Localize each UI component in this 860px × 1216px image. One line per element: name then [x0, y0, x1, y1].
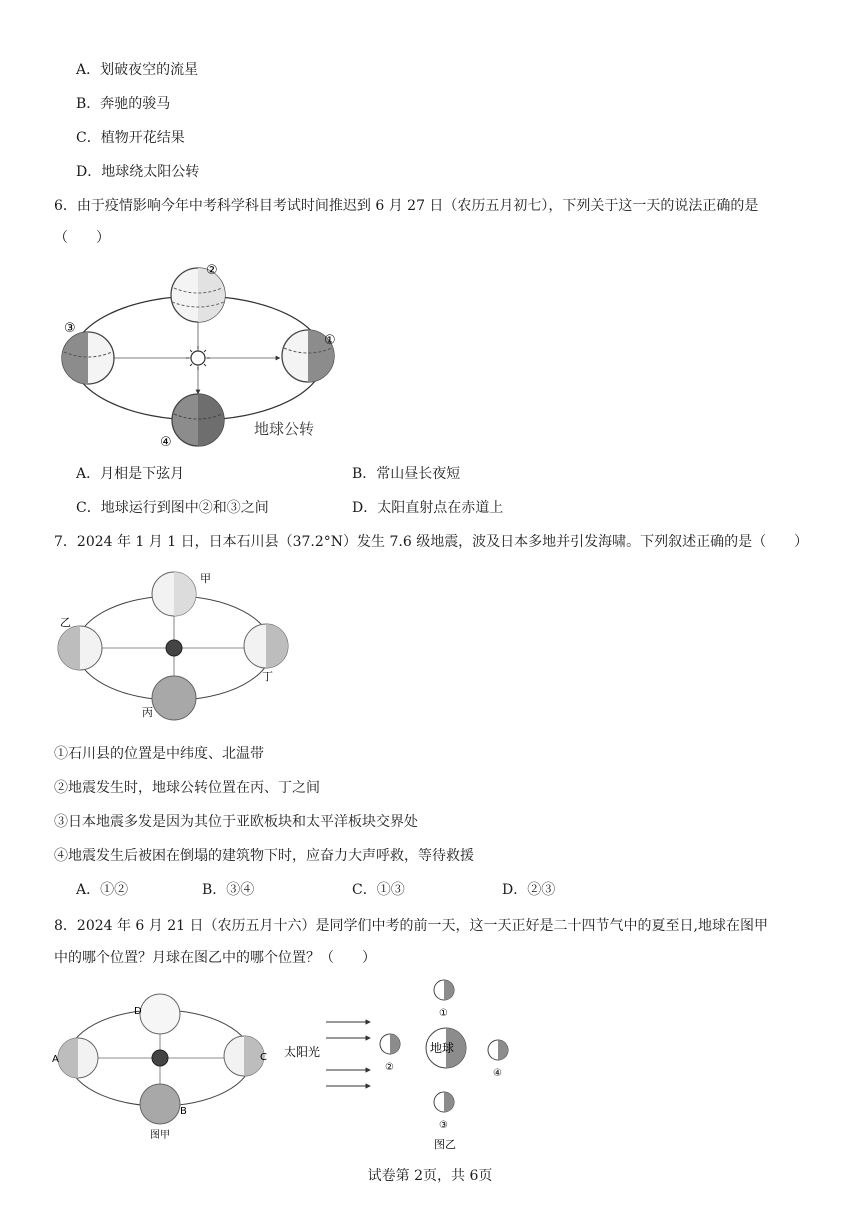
earth-b — [140, 1084, 180, 1124]
q7-statement-1: ①石川县的位置是中纬度、北温带 — [54, 746, 264, 762]
label-a: A — [52, 1054, 59, 1065]
q7-option-b: B．③④ — [202, 882, 255, 898]
label-c: C — [260, 1052, 267, 1063]
q7-orbit-figure — [56, 566, 296, 722]
q6-option-b: B．常山昼长夜短 — [352, 466, 461, 482]
sunlight-arrows — [326, 1022, 370, 1086]
fig-jia-caption: 图甲 — [150, 1130, 170, 1141]
q8-fig-jia — [50, 990, 280, 1150]
q6-stem: 6．由于疫情影响今年中考科学科目考试时间推迟到 6 月 27 日（农历五月初七），下列关于这一天的说法正确的是 — [54, 198, 759, 214]
q8-stem: 8．2024 年 6 月 21 日（农历五月十六）是同学们中考的前一天，这一天正好是二十四节气中的夏至日,地球在图甲 — [54, 918, 768, 934]
q5-option-d: D．地球绕太阳公转 — [76, 164, 200, 180]
label-b: B — [180, 1106, 187, 1117]
q6-option-a: A．月相是下弦月 — [76, 466, 185, 482]
earth-label: 地球 — [430, 1041, 455, 1055]
label-moon-4: ④ — [493, 1068, 502, 1079]
sunlight-label: 太阳光 — [284, 1045, 321, 1059]
q6-option-d: D．太阳直射点在赤道上 — [352, 500, 504, 516]
q5-option-c: C．植物开花结果 — [76, 130, 185, 146]
q7-statement-3: ③日本地震多发是因为其位于亚欧板块和太平洋板块交界处 — [54, 814, 418, 830]
q7-statement-2: ②地震发生时，地球公转位置在丙、丁之间 — [54, 780, 320, 796]
q7-option-a: A．①② — [76, 882, 129, 898]
q7-option-d: D．②③ — [502, 882, 556, 898]
q7-stem: 7．2024 年 1 月 1 日，日本石川县（37.2°N）发生 7.6 级地震，波及日本多地并引发海啸。下列叙述正确的是（ ） — [54, 534, 809, 550]
q6-stem-bracket: （ ） — [54, 230, 110, 246]
label-1: ① — [324, 333, 336, 348]
label-d: D — [134, 1006, 142, 1017]
earth-d — [140, 994, 180, 1034]
label-moon-1: ① — [439, 1008, 448, 1019]
label-moon-3: ③ — [439, 1120, 448, 1131]
label-moon-2: ② — [385, 1062, 394, 1073]
label-ding: 丁 — [262, 670, 273, 683]
q5-option-b: B．奔驰的骏马 — [76, 96, 171, 112]
q6-orbit-figure — [56, 262, 356, 450]
page-footer: 试卷第 2页，共 6页 — [367, 1168, 493, 1184]
label-jia: 甲 — [200, 572, 211, 585]
sun-icon — [152, 1050, 168, 1066]
q7-option-c: C．①③ — [352, 882, 405, 898]
q6-option-c: C．地球运行到图中②和③之间 — [76, 500, 269, 516]
figure-caption: 地球公转 — [254, 420, 315, 438]
fig-yi-caption: 图乙 — [434, 1138, 456, 1151]
earth-position-4 — [172, 394, 224, 446]
label-3: ③ — [64, 321, 76, 336]
q5-option-a: A．划破夜空的流星 — [76, 62, 199, 78]
earth-bing — [152, 676, 196, 720]
q7-statement-4: ④地震发生后被困在倒塌的建筑物下时，应奋力大声呼救，等待救援 — [54, 848, 474, 864]
sun-icon — [166, 640, 182, 656]
label-2: ② — [206, 263, 218, 278]
earth-position-3 — [62, 332, 114, 384]
label-4: ④ — [160, 435, 172, 450]
label-yi: 乙 — [60, 616, 71, 629]
q8-stem-line2: 中的哪个位置？月球在图乙中的哪个位置？（ ） — [54, 950, 376, 966]
label-bing: 丙 — [142, 706, 153, 719]
q8-fig-yi — [284, 976, 544, 1156]
